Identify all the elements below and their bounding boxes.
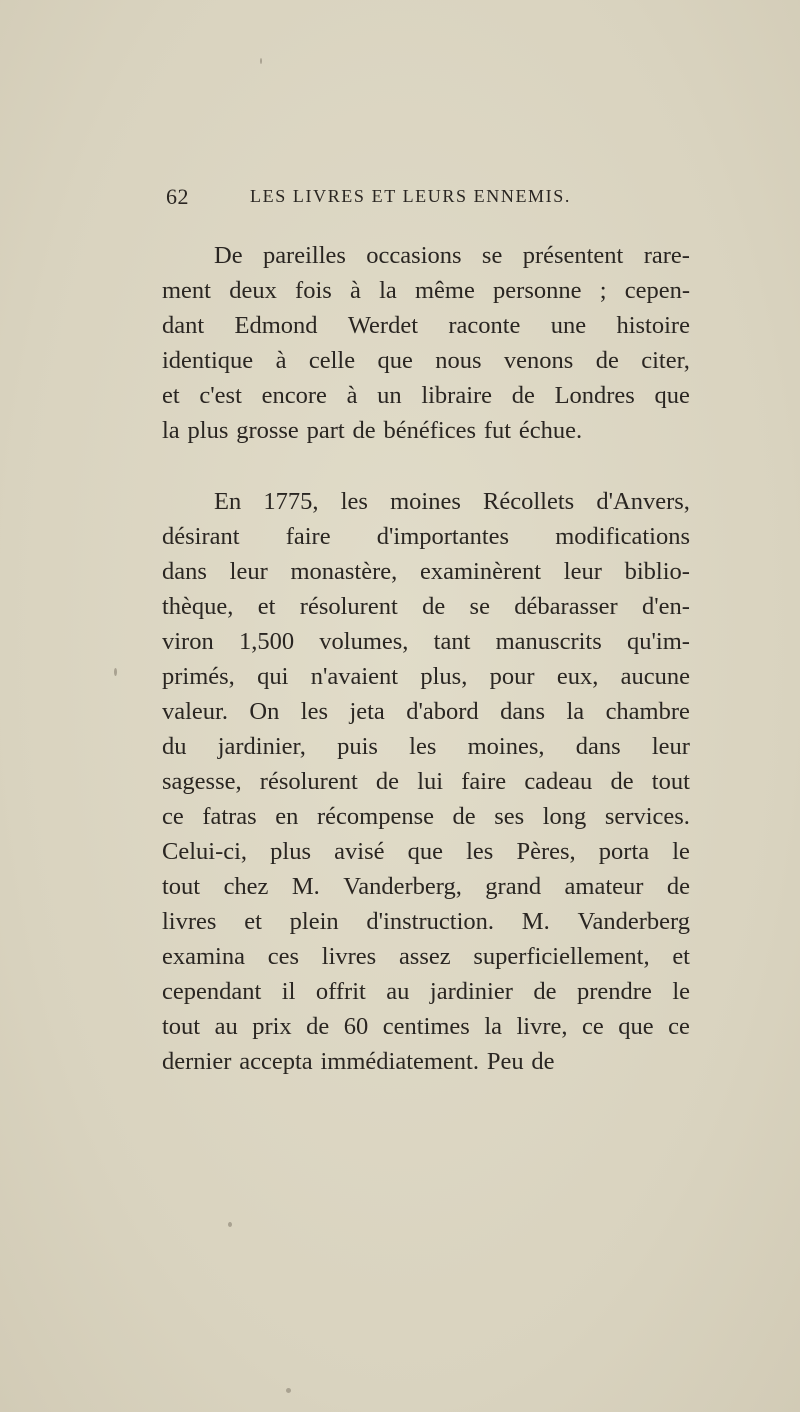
word: de <box>352 417 376 444</box>
word: grosse <box>236 417 299 444</box>
word: d'instruction. <box>366 908 495 935</box>
word: identique <box>162 347 254 374</box>
word: venons <box>503 347 574 374</box>
body-text <box>162 238 690 1079</box>
word: grand <box>485 873 542 900</box>
word: aucune <box>620 663 690 690</box>
word: jeta <box>349 698 385 725</box>
word: du <box>162 733 187 760</box>
word: cependant <box>162 978 262 1005</box>
word: biblio- <box>624 558 690 585</box>
text-line <box>162 974 690 1009</box>
word: de <box>422 593 446 620</box>
text-line <box>162 413 690 448</box>
word: occasions <box>366 242 462 269</box>
text-line <box>162 1009 690 1044</box>
word: dant <box>162 312 205 339</box>
word: valeur. <box>162 698 228 725</box>
word: De <box>214 242 243 269</box>
word: fois <box>295 277 332 304</box>
word: libraire <box>421 382 493 409</box>
word: même <box>414 277 475 304</box>
word: 60 <box>343 1013 369 1040</box>
word: lui <box>417 768 444 795</box>
word: nous <box>435 347 482 374</box>
word: qui <box>257 663 289 690</box>
word: la <box>162 417 180 444</box>
word: personne <box>493 277 582 304</box>
word: ce <box>162 803 184 830</box>
word: et <box>244 908 262 935</box>
word: modifications <box>555 523 690 550</box>
text-line <box>162 729 690 764</box>
word: 1,500 <box>238 628 295 655</box>
word: centimes <box>382 1013 470 1040</box>
word: d'abord <box>406 698 479 725</box>
word: fut <box>483 417 512 444</box>
word: 1775, <box>263 488 319 515</box>
word: Pères, <box>516 838 576 865</box>
word: et <box>672 943 690 970</box>
word: les <box>466 838 494 865</box>
word: récompense <box>316 803 434 830</box>
word: encore <box>261 382 327 409</box>
word: faire <box>285 523 331 550</box>
word: ses <box>494 803 525 830</box>
word: pareilles <box>262 242 346 269</box>
text-line <box>162 869 690 904</box>
word: citer, <box>641 347 690 374</box>
word: chez <box>223 873 269 900</box>
word: moines <box>390 488 461 515</box>
word: livres <box>321 943 377 970</box>
word: de <box>533 978 557 1005</box>
word: services. <box>604 803 690 830</box>
word: il <box>281 978 296 1005</box>
word: plein <box>289 908 339 935</box>
word: livres <box>162 908 217 935</box>
word: débarasser <box>514 593 618 620</box>
word: On <box>249 698 280 725</box>
word: se <box>481 242 503 269</box>
word: et <box>257 593 276 620</box>
word: leur <box>229 558 268 585</box>
word: d'Anvers, <box>596 488 690 515</box>
word: Récollets <box>483 488 575 515</box>
page-speck <box>286 1388 291 1393</box>
word: tant <box>433 628 471 655</box>
word: primés, <box>162 663 235 690</box>
word: pour <box>489 663 535 690</box>
word: jardinier <box>429 978 513 1005</box>
word: leur <box>563 558 602 585</box>
word: long <box>542 803 587 830</box>
word: à <box>349 277 361 304</box>
paragraph <box>162 484 690 1079</box>
word: une <box>550 312 587 339</box>
word: thèque, <box>162 593 234 620</box>
page-speck <box>114 668 117 676</box>
text-line <box>162 939 690 974</box>
paragraph-gap <box>162 448 690 484</box>
word: Celui-ci, <box>162 838 248 865</box>
word: résolurent <box>299 593 398 620</box>
word: volumes, <box>319 628 409 655</box>
word: assez <box>398 943 451 970</box>
word: jardinier, <box>217 733 306 760</box>
word: part <box>306 417 345 444</box>
word: M. <box>521 908 550 935</box>
word: se <box>469 593 490 620</box>
text-line <box>162 554 690 589</box>
word: de <box>610 768 634 795</box>
word: qu'im- <box>627 628 690 655</box>
word: offrit <box>315 978 366 1005</box>
word: que <box>618 1013 654 1040</box>
word: en <box>275 803 299 830</box>
word: et <box>162 382 180 409</box>
text-line <box>162 484 690 519</box>
word: M. <box>291 873 320 900</box>
word: que <box>377 347 413 374</box>
word: ment <box>162 277 211 304</box>
word: un <box>377 382 402 409</box>
word: superficiellement, <box>473 943 650 970</box>
word: de <box>531 1048 555 1075</box>
word: manuscrits <box>495 628 602 655</box>
word: la <box>484 1013 503 1040</box>
page-speck <box>228 1222 232 1227</box>
word: eux, <box>556 663 599 690</box>
word: monastère, <box>290 558 398 585</box>
paragraph <box>162 238 690 448</box>
word: porta <box>598 838 650 865</box>
word: Werdet <box>347 312 419 339</box>
word: dernier <box>162 1048 232 1075</box>
word: désirant <box>162 523 240 550</box>
text-line <box>162 659 690 694</box>
word: En <box>214 488 242 515</box>
word: les <box>300 698 329 725</box>
text-line <box>162 624 690 659</box>
word: la <box>379 277 397 304</box>
word: faire <box>461 768 507 795</box>
text-line <box>162 904 690 939</box>
word: la <box>566 698 585 725</box>
word: ; <box>599 277 607 304</box>
word: présentent <box>522 242 624 269</box>
word: Peu <box>486 1048 524 1075</box>
word: à <box>275 347 287 374</box>
word: ce <box>582 1013 604 1040</box>
word: le <box>672 978 690 1005</box>
text-line <box>162 799 690 834</box>
text-line <box>162 589 690 624</box>
word: raconte <box>448 312 521 339</box>
word: examinèrent <box>419 558 542 585</box>
word: Edmond <box>234 312 318 339</box>
word: celle <box>308 347 356 374</box>
word: tout <box>651 768 690 795</box>
page-speck <box>260 58 262 64</box>
word: échue. <box>518 417 583 444</box>
word: dans <box>500 698 546 725</box>
word: Vanderberg, <box>343 873 462 900</box>
word: tout <box>162 873 201 900</box>
text-line <box>162 273 690 308</box>
word: plus <box>270 838 312 865</box>
word: cepen- <box>624 277 690 304</box>
word: moines, <box>467 733 545 760</box>
word: que <box>654 382 690 409</box>
word: immédiatement. <box>320 1048 479 1075</box>
word: dans <box>162 558 207 585</box>
word: cadeau <box>524 768 593 795</box>
word: les <box>340 488 368 515</box>
word: de <box>666 873 690 900</box>
word: de <box>306 1013 330 1040</box>
word: histoire <box>616 312 690 339</box>
word: de <box>375 768 400 795</box>
word: ces <box>267 943 300 970</box>
word: avisé <box>334 838 385 865</box>
text-line <box>162 694 690 729</box>
word: puis <box>337 733 378 760</box>
word: sagesse, <box>162 768 242 795</box>
word: les <box>409 733 437 760</box>
text-line <box>162 308 690 343</box>
page-number: 62 <box>166 184 189 209</box>
word: ce <box>668 1013 690 1040</box>
word: amateur <box>564 873 644 900</box>
word: prix <box>252 1013 292 1040</box>
word: examina <box>162 943 245 970</box>
word: rare- <box>643 242 690 269</box>
word: de <box>595 347 619 374</box>
word: d'en- <box>642 593 690 620</box>
word: fatras <box>202 803 257 830</box>
text-line <box>162 343 690 378</box>
word: à <box>346 382 358 409</box>
word: deux <box>229 277 277 304</box>
word: viron <box>162 628 214 655</box>
word: tout <box>162 1013 201 1040</box>
text-line <box>162 834 690 869</box>
word: plus <box>187 417 229 444</box>
text-line <box>162 378 690 413</box>
text-line <box>162 238 690 273</box>
word: n'avaient <box>310 663 399 690</box>
word: c'est <box>199 382 242 409</box>
text-line <box>162 519 690 554</box>
word: de <box>452 803 476 830</box>
word: prendre <box>577 978 652 1005</box>
running-head <box>166 184 636 214</box>
word: plus, <box>420 663 468 690</box>
running-title: LES LIVRES ET LEURS ENNEMIS. <box>250 186 571 206</box>
word: accepta <box>239 1048 313 1075</box>
word: Vanderberg <box>577 908 690 935</box>
text-line <box>162 1044 690 1079</box>
word: Londres <box>554 382 635 409</box>
word: chambre <box>605 698 690 725</box>
word: d'importantes <box>376 523 510 550</box>
word: livre, <box>516 1013 568 1040</box>
word: au <box>386 978 410 1005</box>
text-line <box>162 764 690 799</box>
word: que <box>407 838 443 865</box>
word: résolurent <box>259 768 358 795</box>
word: au <box>214 1013 238 1040</box>
word: bénéfices <box>383 417 476 444</box>
word: dans <box>575 733 621 760</box>
word: de <box>511 382 535 409</box>
word: leur <box>651 733 690 760</box>
word: le <box>672 838 690 865</box>
